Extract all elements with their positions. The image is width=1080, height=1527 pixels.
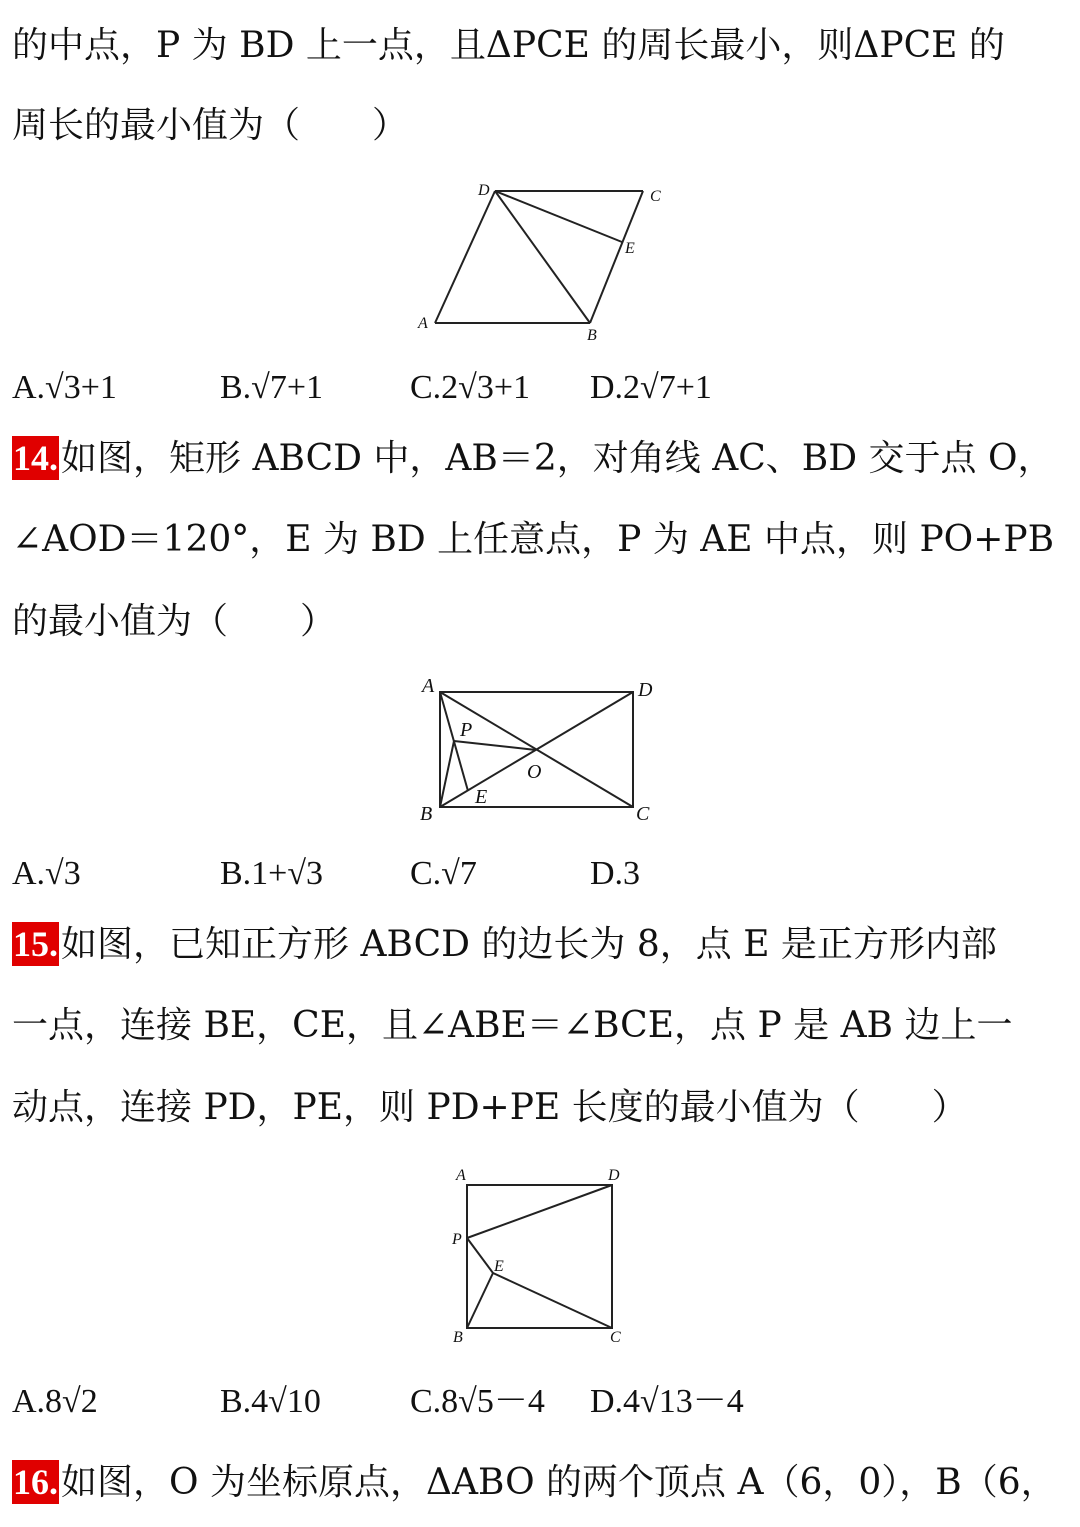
q15-option-b[interactable]: B.4√10 (220, 1383, 321, 1420)
q15-text-line-1 (12, 922, 1070, 967)
q13-option-d[interactable]: D.2√7+1 (590, 369, 712, 406)
q14-option-d[interactable]: D.3 (590, 855, 641, 892)
q13-option-c[interactable]: C.2√3+1 (410, 369, 531, 406)
q14-option-c[interactable]: C.√7 (410, 855, 477, 892)
q15-option-a[interactable]: A.8√2 (12, 1383, 98, 1420)
q14-option-a[interactable]: A.√3 (12, 855, 81, 892)
q14-segment-pb (440, 741, 454, 807)
q16-line-1-text: 如图，O 为坐标原点，ΔABO 的两个顶点 A（6，0），B（6， (61, 1462, 1057, 1503)
q15-segment-pd (467, 1185, 612, 1238)
q15-segment-be (467, 1273, 493, 1328)
q13-text-line-2: 周长的最小值为（ ） (12, 105, 409, 146)
q14-text-line-3: 的最小值为（ ） (12, 601, 337, 642)
q14-label-c: C (636, 803, 650, 825)
q13-option-a[interactable]: A.√3+1 (12, 369, 117, 406)
q15-label-d: D (608, 1167, 620, 1184)
q13-option-b[interactable]: B.√7+1 (220, 369, 324, 406)
q15-number-badge: 15. (13, 924, 58, 964)
q15-label-b: B (453, 1329, 463, 1346)
q13-label-d: D (478, 182, 490, 199)
q13-text-line-1: 的中点，P 为 BD 上一点，且ΔPCE 的周长最小，则ΔPCE 的 (12, 25, 1005, 66)
q14-text-line-2: ∠AOD＝120°，E 为 BD 上任意点，P 为 AE 中点，则 PO+PB (12, 519, 1055, 560)
q15-segment-ce (493, 1273, 612, 1328)
q15-option-c[interactable]: C.8√5－4 (410, 1383, 545, 1420)
q13-label-a: A (418, 315, 428, 332)
q14-label-p: P (460, 719, 473, 741)
q14-label-a: A (422, 675, 435, 697)
q14-option-b[interactable]: B.1+√3 (220, 855, 324, 892)
q15-square (467, 1185, 612, 1328)
q15-segment-pe (467, 1238, 493, 1273)
q14-label-b: B (420, 803, 433, 825)
q15-text-line-2: 一点，连接 BE，CE，且∠ABE＝∠BCE，点 P 是 AB 边上一 (12, 1005, 1013, 1046)
q15-label-e: E (494, 1258, 504, 1275)
q14-figure (410, 670, 670, 830)
q14-label-o: O (527, 761, 542, 783)
q15-line-1-text: 如图，已知正方形 ABCD 的边长为 8，点 E 是正方形内部 (61, 924, 997, 965)
q16-text-line-1 (12, 1460, 1070, 1505)
q15-figure (440, 1158, 640, 1350)
q15-label-p: P (452, 1231, 462, 1248)
q14-label-e: E (475, 786, 488, 808)
q13-edge-da (435, 191, 495, 323)
q13-edge-bc (590, 191, 643, 323)
q14-label-d: D (638, 679, 653, 701)
q15-text-line-3: 动点，连接 PD，PE，则 PD+PE 长度的最小值为（ ） (12, 1087, 968, 1128)
q13-figure (410, 176, 680, 346)
q15-label-a: A (456, 1167, 466, 1184)
q14-text-line-1 (12, 436, 1070, 481)
q13-label-c: C (650, 188, 661, 205)
q15-label-c: C (610, 1329, 621, 1346)
q16-number-badge: 16. (13, 1462, 58, 1502)
q14-number-badge: 14. (13, 438, 58, 478)
q13-label-e: E (625, 240, 635, 257)
q14-line-1-text: 如图，矩形 ABCD 中，AB＝2，对角线 AC、BD 交于点 O， (61, 438, 1054, 479)
q13-label-b: B (587, 327, 597, 344)
q15-option-d[interactable]: D.4√13－4 (590, 1383, 744, 1420)
